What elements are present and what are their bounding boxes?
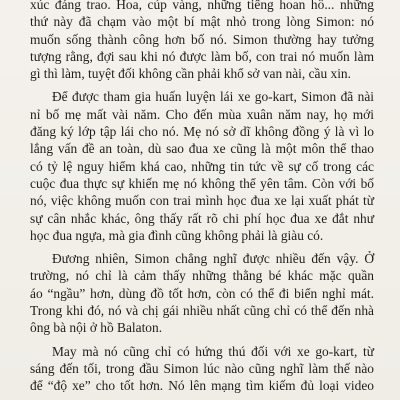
text-line: có tỷ lệ nguy hiểm khá cao, những tin tức về sự cố trong các [30, 158, 374, 174]
text-line: Để được tham gia huấn luyện lái xe go-kart, Simon đã nài [52, 89, 374, 105]
text-line: nỉ bố mẹ mất vài năm. Cho đến mùa xuân năm nay, họ mới [30, 106, 374, 122]
text-line: trường, nó chỉ là cảm thấy những thằng bé khác mặc quần [30, 268, 374, 284]
text-line: May mà nó cũng chỉ có hứng thú đối với xe go-kart, từ [52, 343, 374, 359]
text-body [30, 0, 374, 395]
paragraph [30, 0, 374, 82]
text-line: để “độ xe” cho tốt hơn. Nó lên mạng tìm kiếm đủ loại video [30, 378, 374, 394]
paragraph [30, 343, 374, 395]
text-line: sáng đến tối, trong đầu Simon lúc nào cũng nghĩ làm thế nào [30, 360, 374, 376]
text-line: cuộc đua thực sự khiến mẹ nó không thể yên tâm. Còn với bố [30, 175, 374, 191]
text-line: đăng ký lớp tập lái cho nó. Mẹ nó sở dĩ không đồng ý là vì lo [30, 124, 374, 140]
text-line: thứ này đã chạm vào một bí mật nhỏ trong lòng Simon: nó [30, 14, 374, 30]
paragraph [30, 88, 374, 244]
text-line: tượng rằng, đợi sau khi nó được làm bố, con trai nó muốn làm [30, 48, 374, 64]
text-line: Trong khi đó, nó và chị gái nhiều nhất cũng chỉ có thể đến nhà [30, 303, 374, 319]
text-line: ông bà nội ở hồ Balaton. [30, 320, 163, 336]
text-line: xúc đáng trao. Hoa, cúp vàng, những tiếng hoan hô... những [30, 0, 374, 12]
paragraph [30, 250, 374, 336]
text-line: học đua ngựa, mà gia đình cũng không phải là giàu có. [30, 227, 324, 243]
text-line: sự cân nhắc khác, ông thấy rất rõ chi phí học đua xe đắt như [30, 210, 374, 226]
text-line: nó, việc không muốn con trai mình học đua xe lại xuất phát từ [30, 193, 374, 209]
text-line: áo “ngầu” hơn, dùng đồ tốt hơn, còn có thể đi biển nghỉ mát. [30, 285, 374, 301]
text-line: lắng vấn đề an toàn, dù sao đua xe cũng là một môn thể thao [30, 141, 374, 157]
text-line: Đương nhiên, Simon chẳng nghĩ được nhiều đến vậy. Ở [52, 251, 374, 267]
text-line: muốn sống thành công hơn bố nó. Simon thường hay tưởng [30, 31, 374, 47]
text-line: gì thì làm, tuyệt đối không cần phải khổ sở van nài, cầu xin. [30, 66, 351, 82]
